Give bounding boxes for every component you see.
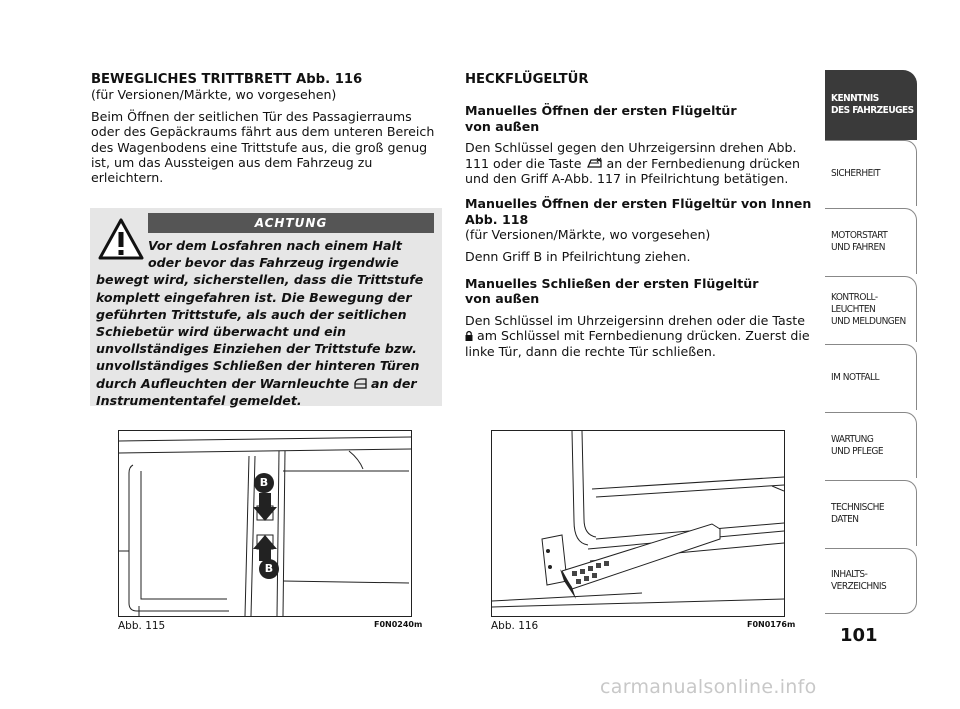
tab-label: WARTUNG UND PFLEGE [831,433,884,457]
s1-heading: Manuelles Öffnen der ersten Flügeltür von außen [465,103,737,134]
figure-115-label-top: B [259,476,269,489]
warning-box [90,208,442,406]
s1-body-b: an der Fernbedienung drücken und den Griff A-Abb. 117 in Pfeilrichtung betätigen. [465,155,800,187]
warning-text [96,237,436,409]
s3-heading: Manuelles Schließen der ersten Flügeltür von außen [465,276,759,307]
section-title-trittbrett: BEWEGLICHES TRITTBRETT Abb. 116 [91,72,363,87]
figure-115-label-bottom: B [264,562,274,575]
figure-115-code: F0N0240m [374,620,423,629]
warning-label: ACHTUNG [148,213,434,233]
s2-body: Denn Griff B in Pfeilrichtung ziehen. [465,248,691,264]
figure-115 [118,430,412,617]
section-subtitle: (für Versionen/Märkte, wo vorgesehen) [91,87,337,103]
warning-text-end: an der Instrumententafel gemeldet. [96,375,417,408]
tab-inhaltsverzeichnis[interactable] [825,548,917,614]
tab-label: MOTORSTART UND FAHREN [831,229,888,253]
tab-im-notfall[interactable] [825,344,917,410]
section-body: Beim Öffnen der seitlichen Tür des Passagierraums oder des Gepäckraums fährt aus dem unteren Bereich des Wagenbodens eine Trittstufe aus, die groß genug ist, um das Aussteigen aus dem Fahrzeug zu erleichtern. [91,108,435,186]
tab-kenntnis[interactable] [825,70,917,140]
remote-open-icon [586,157,603,169]
s1-body [465,140,815,186]
s3-body-a: Den Schlüssel im Uhrzeigersinn drehen oder die Taste [465,312,805,328]
s2-subtitle: (für Versionen/Märkte, wo vorgesehen) [465,227,711,243]
figure-116-caption: Abb. 116 [491,620,539,632]
tab-label: TECHNISCHE DATEN [831,501,885,525]
figure-116 [491,430,785,617]
s3-body [465,313,815,359]
figure-116-code: F0N0176m [747,620,796,629]
door-warning-light-icon [354,378,367,389]
s2-heading: Manuelles Öffnen der ersten Flügeltür von Innen Abb. 118 [465,196,812,227]
tab-technische-daten[interactable] [825,480,917,546]
warning-text-rest: bewegt wird, sicherstellen, dass die Trittstufe komplett eingefahren ist. Die Bewegung der geführten Trittstufe, als auch der seitlichen Schiebetür wird überwacht und ein unvollständiges Einziehen der Trittstufe bzw. unvollständiges Schließen der hinteren Türen durch Aufleuchten der Warnleuchte [96,272,424,391]
page-number: 101 [840,625,878,646]
tab-label: SICHERHEIT [831,167,880,179]
figure-115-caption: Abb. 115 [118,620,166,632]
left-column [91,72,443,192]
s3-body-b: am Schlüssel mit Fernbedienung drücken. Zuerst die linke Tür, dann die rechte Tür schließen. [465,328,810,359]
tab-sicherheit[interactable] [825,140,917,206]
right-column [465,72,815,365]
s1-body-a: Den Schlüssel gegen den Uhrzeigersinn drehen Abb. 111 oder die Taste [465,140,797,171]
tab-label: KENNTNIS DES FAHRZEUGES [831,93,914,116]
figure-116-illustration [492,431,784,616]
tab-label: IM NOTFALL [831,371,880,383]
tab-label: KONTROLL- LEUCHTEN UND MELDUNGEN [831,291,906,327]
warning-text-first: Vor dem Losfahren nach einem Halt oder bevor das Fahrzeug irgendwie [148,238,402,271]
tab-kontrollleuchten[interactable] [825,276,917,342]
figure-115-illustration [119,431,411,616]
section-title-heckfluegeltuer: HECKFLÜGELTÜR [465,72,589,87]
tab-motorstart[interactable] [825,208,917,274]
watermark: carmanualsonline.info [600,676,817,698]
tab-wartung[interactable] [825,412,917,478]
lock-icon [465,330,473,341]
tab-label: INHALTS- VERZEICHNIS [831,569,887,592]
